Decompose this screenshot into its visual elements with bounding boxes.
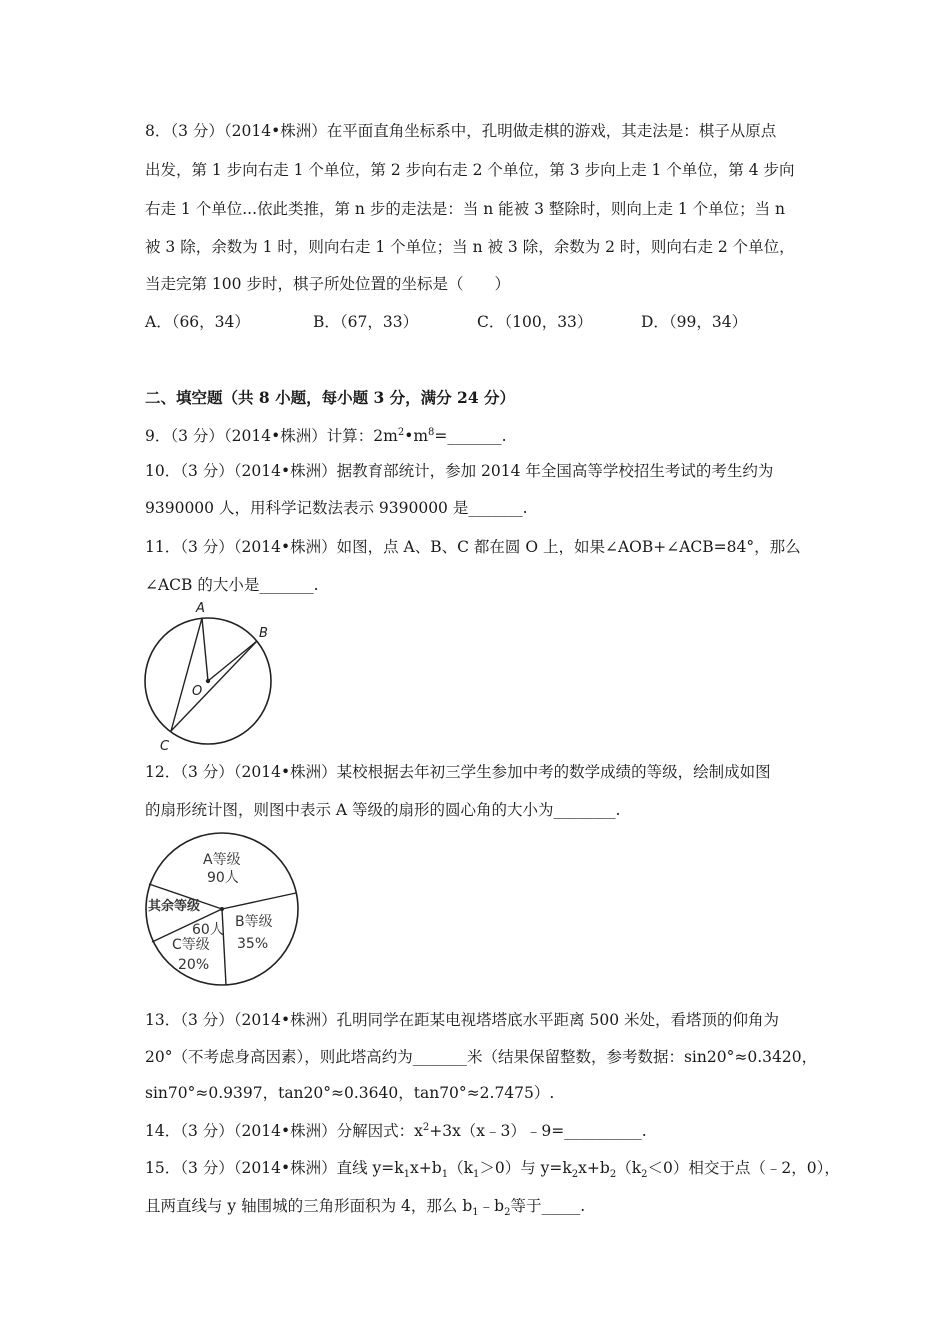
pie-chart-figure — [140, 830, 305, 990]
q8-option-b: B．（67，33） — [313, 313, 419, 331]
label-a: A — [196, 601, 205, 616]
q9-text: 9．（3 分）（2014•株洲）计算：2m — [145, 427, 398, 445]
pie-center — [220, 907, 224, 911]
pie-c-name: C等级 — [172, 937, 210, 953]
pie-other-value: 60人 — [192, 922, 224, 938]
q15-line-1 — [145, 1158, 840, 1181]
pie-other-name: 其余等级 — [148, 899, 201, 914]
q15-line-2 — [145, 1196, 815, 1219]
q15-sub-3: 1 — [472, 1169, 480, 1181]
question-14 — [145, 1121, 815, 1141]
question-9 — [145, 426, 815, 446]
q10-line-2: 9390000 人，用科学记数法表示 9390000 是_______. — [145, 499, 528, 517]
q15-line2-mid: ﹣b — [478, 1197, 505, 1215]
pie-c-value: 20% — [178, 957, 210, 973]
segment-ob — [208, 641, 257, 681]
q8-line-5: 当走完第 100 步时，棋子所处位置的坐标是（ ） — [145, 275, 510, 293]
q12-line-1: 12．（3 分）（2014•株洲）某校根据去年初三学生参加中考的数学成绩的等级，绘制成如图 — [145, 763, 771, 781]
pie-b-name: B等级 — [235, 914, 273, 930]
pie-divider-a-b — [222, 893, 296, 909]
q15-line2-text: 且两直线与 y 轴围城的三角形面积为 4，那么 b — [145, 1197, 473, 1215]
pie-a-name: A等级 — [203, 852, 241, 868]
q8-line-1: 8．（3 分）（2014•株洲）在平面直角坐标系中，孔明做走棋的游戏，其走法是：棋子从原点 — [145, 122, 777, 140]
q12-line-2: 的扇形统计图，则图中表示 A 等级的扇形的圆心角的大小为________. — [145, 801, 621, 819]
pie-b-value: 35% — [237, 936, 269, 952]
q15-text-1: 15．（3 分）（2014•株洲）直线 y=k — [145, 1159, 404, 1177]
q15-line2-sub-1: 1 — [472, 1207, 479, 1219]
q15-text-6: （k — [616, 1159, 642, 1177]
q15-sub-1: 1 — [403, 1169, 411, 1181]
q8-line-2: 出发，第 1 步向右走 1 个单位，第 2 步向右走 2 个单位，第 3 步向上走 1 个单位，第 4 步向 — [145, 161, 795, 179]
q13-line-2: 20°（不考虑身高因素），则此塔高约为_______米（结果保留整数，参考数据：sin20°≈0.3420， — [145, 1048, 818, 1066]
label-b: B — [259, 626, 268, 641]
q8-option-d: D．（99，34） — [641, 313, 748, 331]
q8-line-4: 被 3 除，余数为 1 时，则向右走 1 个单位；当 n 被 3 除，余数为 2 时，则向右走 2 个单位， — [145, 238, 795, 256]
q15-text-7: ＜0）相交于点（﹣2，0）， — [647, 1159, 840, 1177]
pie-divider-b-c — [222, 909, 226, 985]
q15-text-2: x+b — [410, 1159, 442, 1177]
q11-line-1: 11．（3 分）（2014•株洲）如图，点 A、B、C 都在圆 O 上，如果∠AOB+∠ACB=84°，那么 — [145, 538, 801, 556]
q11-line-2: ∠ACB 的大小是_______. — [145, 576, 319, 594]
q14-blank: +3x（x﹣3）﹣9=__________. — [429, 1122, 647, 1140]
q14-exponent: 2 — [422, 1121, 430, 1133]
section-2-heading: 二、填空题（共 8 小题，每小题 3 分，满分 24 分） — [145, 388, 516, 407]
q14-text: 14．（3 分）（2014•株洲）分解因式：x — [145, 1122, 423, 1140]
q15-text-4: ＞0）与 y=k — [479, 1159, 572, 1177]
circle-figure — [138, 598, 288, 758]
q9-exponent-2: 8 — [428, 426, 435, 438]
q13-line-3: sin70°≈0.9397，tan20°≈0.3640，tan70°≈2.7475）. — [145, 1084, 555, 1102]
q8-option-c: C．（100，33） — [477, 313, 593, 331]
q15-text-5: x+b — [578, 1159, 610, 1177]
q9-exponent-1: 2 — [397, 426, 405, 438]
q15-sub-4: 2 — [571, 1169, 579, 1181]
q13-line-1: 13．（3 分）（2014•株洲）孔明同学在距某电视塔塔底水平距离 500 米处，看塔顶的仰角为 — [145, 1011, 780, 1029]
q9-text-mid: •m — [404, 427, 429, 445]
label-c: C — [160, 739, 170, 754]
label-o: O — [192, 684, 203, 699]
q15-sub-6: 2 — [641, 1169, 648, 1181]
q15-sub-2: 1 — [441, 1169, 449, 1181]
q15-line2-blank: 等于_____. — [510, 1197, 586, 1215]
q9-blank: =_______. — [434, 427, 507, 445]
center-point — [206, 679, 210, 683]
q15-sub-5: 2 — [609, 1169, 617, 1181]
pie-a-value: 90人 — [207, 870, 239, 886]
q15-line2-sub-2: 2 — [504, 1207, 511, 1219]
q10-line-1: 10．（3 分）（2014•株洲）据教育部统计，参加 2014 年全国高等学校招生考试的考生约为 — [145, 462, 774, 480]
segment-oa — [202, 618, 208, 681]
q8-option-a: A．（66，34） — [145, 313, 250, 331]
q8-line-3: 右走 1 个单位...依此类推，第 n 步的走法是：当 n 能被 3 整除时，则向上走 1 个单位；当 n — [145, 200, 786, 218]
q15-text-3: （k — [448, 1159, 473, 1177]
